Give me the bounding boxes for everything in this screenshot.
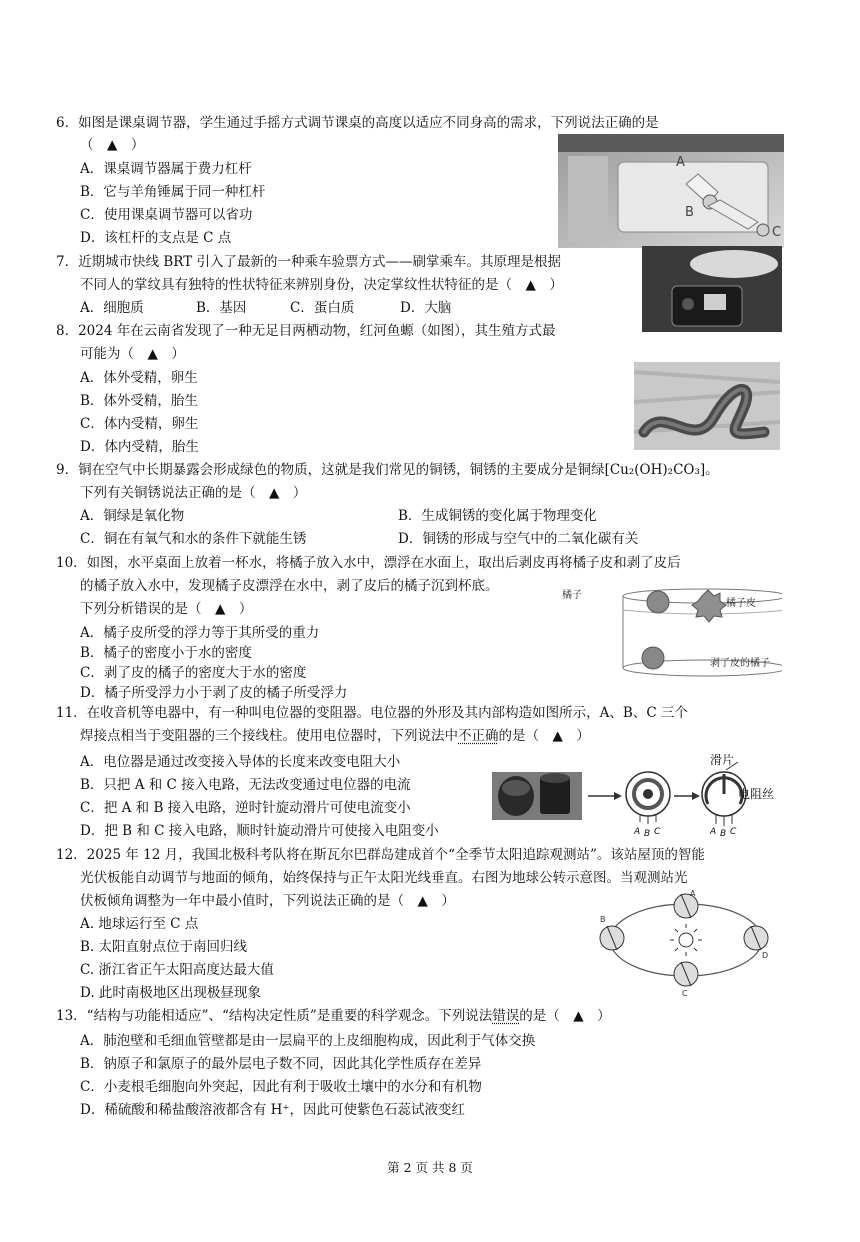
q11-large-label-b: B	[720, 829, 727, 836]
q6-option-b: B．它与羊角锤属于同一种杠杆	[80, 184, 266, 200]
q6-option-d: D．该杠杆的支点是 C 点	[80, 230, 232, 246]
q12-label-a: A	[690, 889, 696, 898]
q9-option-d: D．铜锈的形成与空气中的二氧化碳有关	[398, 531, 639, 547]
q10-label-orange: 橘子	[562, 590, 582, 601]
q12-option-d: D. 此时南极地区出现极昼现象	[80, 985, 261, 1001]
q12-option-b: B. 太阳直射点位于南回归线	[80, 939, 248, 955]
q11-large-label-a: A	[710, 827, 717, 836]
q13-stem: 13．“结构与功能相适应”、“结构决定性质”是重要的科学观念。下列说法错误的是（ ▲ ）	[56, 1008, 611, 1024]
q10-stem-line1: 10．如图，水平桌面上放着一杯水，将橘子放入水中，漂浮在水面上，取出后剥皮再将橘子皮和剥了皮后	[56, 555, 681, 571]
q12-label-b: B	[600, 915, 606, 924]
q6-stem: 6．如图是课桌调节器，学生通过手摇方式调节课桌的高度以适应不同身高的需求，下列说法正确的是	[56, 115, 659, 131]
q10-option-b: B．橘子的密度小于水的密度	[80, 645, 252, 661]
q9-stem-line2: 下列有关铜锈说法正确的是（ ▲ ）	[80, 485, 307, 501]
q13-emphasis-wrong: 错误	[492, 1008, 520, 1024]
q8-stem-line1: 8．2024 年在云南省发现了一种无足目两栖动物，红河鱼螈（如图），其生殖方式最	[56, 323, 556, 339]
q10-option-d: D．橘子所受浮力小于剥了皮的橘子所受浮力	[80, 685, 348, 701]
orange-beaker-diagram	[560, 584, 782, 680]
q6-label-a: A	[676, 155, 685, 170]
q6-label-c: C	[772, 225, 782, 240]
q10-stem-line3: 下列分析错误的是（ ▲ ）	[80, 601, 253, 617]
q8-option-c: C．体内受精，卵生	[80, 416, 199, 432]
desk-adjuster-photo	[558, 134, 784, 248]
q11-stem-line1: 11．在收音机等电器中，有一种叫电位器的变阻器。电位器的外形及其内部构造如图所示，A、B、C 三个	[56, 705, 688, 721]
q12-label-c: C	[682, 989, 688, 998]
q9-option-a: A．铜绿是氧化物	[80, 508, 185, 524]
q11-option-a: A．电位器是通过改变接入导体的长度来改变电阻大小	[80, 754, 401, 770]
q12-stem-line3: 伏板倾角调整为一年中最小值时，下列说法正确的是（ ▲ ）	[80, 893, 455, 909]
q8-option-d: D．体内受精，胎生	[80, 439, 199, 455]
q10-option-c: C．剥了皮的橘子的密度大于水的密度	[80, 665, 307, 681]
q13-option-a: A．肺泡壁和毛细血管壁都是由一层扁平的上皮细胞构成，因此利于气体交换	[80, 1033, 536, 1049]
q11-emphasis-not-correct: 不正确	[458, 728, 499, 744]
page-footer: 第 2 页 共 8 页	[387, 1160, 473, 1175]
q6-blank: （ ▲ ）	[80, 137, 145, 153]
q11-stem-line2: 焊接点相当于变阻器的三个接线柱。使用电位器时，下列说法中不正确的是（ ▲ ）	[80, 728, 590, 744]
q9-option-b: B．生成铜锈的变化属于物理变化	[398, 508, 597, 524]
q12-option-a: A. 地球运行至 C 点	[80, 916, 199, 932]
palm-scanner-photo	[642, 246, 782, 332]
q11-option-c: C．把 A 和 B 接入电路，逆时针旋动滑片可使电流变小	[80, 800, 411, 816]
q11-large-label-c: C	[730, 827, 737, 836]
q11-option-d: D．把 B 和 C 接入电路，顺时针旋动滑片可使接入电阻变小	[80, 823, 439, 839]
q12-stem-line2: 光伏板能自动调节与地面的倾角，始终保持与正午太阳光线垂直。右图为地球公转示意图。当观测站光	[80, 870, 688, 886]
q7-option-d: D．大脑	[400, 300, 452, 316]
q11-small-label-b: B	[644, 829, 651, 836]
q9-option-c: C．铜在有氧气和水的条件下就能生锈	[80, 531, 307, 547]
q11-small-label-c: C	[654, 827, 661, 836]
q13-option-c: C．小麦根毛细胞向外突起，因此有利于吸收土壤中的水分和有机物	[80, 1079, 482, 1095]
q6-option-c: C．使用课桌调节器可以省功	[80, 207, 253, 223]
q8-stem-line2: 可能为（ ▲ ）	[80, 346, 185, 362]
q12-stem-line1: 12．2025 年 12 月，我国北极科考队将在斯瓦尔巴群岛建成首个“全季节太阳追踪观测站”。该站屋顶的智能	[56, 847, 705, 863]
q8-option-a: A．体外受精，卵生	[80, 370, 198, 386]
q11-label-wire: 电阻丝	[738, 787, 775, 801]
q10-option-a: A．橘子皮所受的浮力等于其所受的重力	[80, 625, 320, 641]
earth-orbit-diagram	[588, 888, 778, 998]
q11-label-slider: 滑片	[710, 753, 735, 767]
q13-option-b: B．钠原子和氯原子的最外层电子数不同，因此其化学性质存在差异	[80, 1056, 482, 1072]
q11-option-b: B．只把 A 和 C 接入电路，无法改变通过电位器的电流	[80, 777, 411, 793]
potentiometer-diagram	[492, 752, 782, 836]
q6-option-a: A．课桌调节器属于费力杠杆	[80, 161, 252, 177]
q7-stem-line1: 7．近期城市快线 BRT 引入了最新的一种乘车验票方式——刷掌乘车。其原理是根据	[56, 254, 562, 270]
q6-label-b: B	[685, 205, 694, 220]
q7-stem-line2: 不同人的掌纹具有独特的性状特征来辨别身份，决定掌纹性状特征的是（ ▲ ）	[80, 277, 563, 293]
q11-small-label-a: A	[634, 827, 641, 836]
q7-option-b: B．基因	[196, 300, 247, 316]
q8-option-b: B．体外受精，胎生	[80, 393, 198, 409]
q10-stem-line2: 的橘子放入水中，发现橘子皮漂浮在水中，剥了皮后的橘子沉到杯底。	[80, 578, 499, 594]
caecilian-photo	[634, 362, 780, 450]
q10-label-peeled: 剥了皮的橘子	[710, 658, 770, 669]
q9-stem-line1: 9．铜在空气中长期暴露会形成绿色的物质，这就是我们常见的铜锈，铜锈的主要成分是铜绿[Cu₂(OH)₂CO₃]。	[56, 462, 719, 478]
q7-option-c: C．蛋白质	[290, 300, 355, 316]
q12-label-d: D	[762, 951, 769, 960]
q7-option-a: A．细胞质	[80, 300, 144, 316]
q13-option-d: D．稀硫酸和稀盐酸溶液都含有 H⁺，因此可使紫色石蕊试液变红	[80, 1102, 466, 1118]
q12-option-c: C. 浙江省正午太阳高度达最大值	[80, 962, 274, 978]
q10-label-peel: 橘子皮	[726, 598, 756, 609]
